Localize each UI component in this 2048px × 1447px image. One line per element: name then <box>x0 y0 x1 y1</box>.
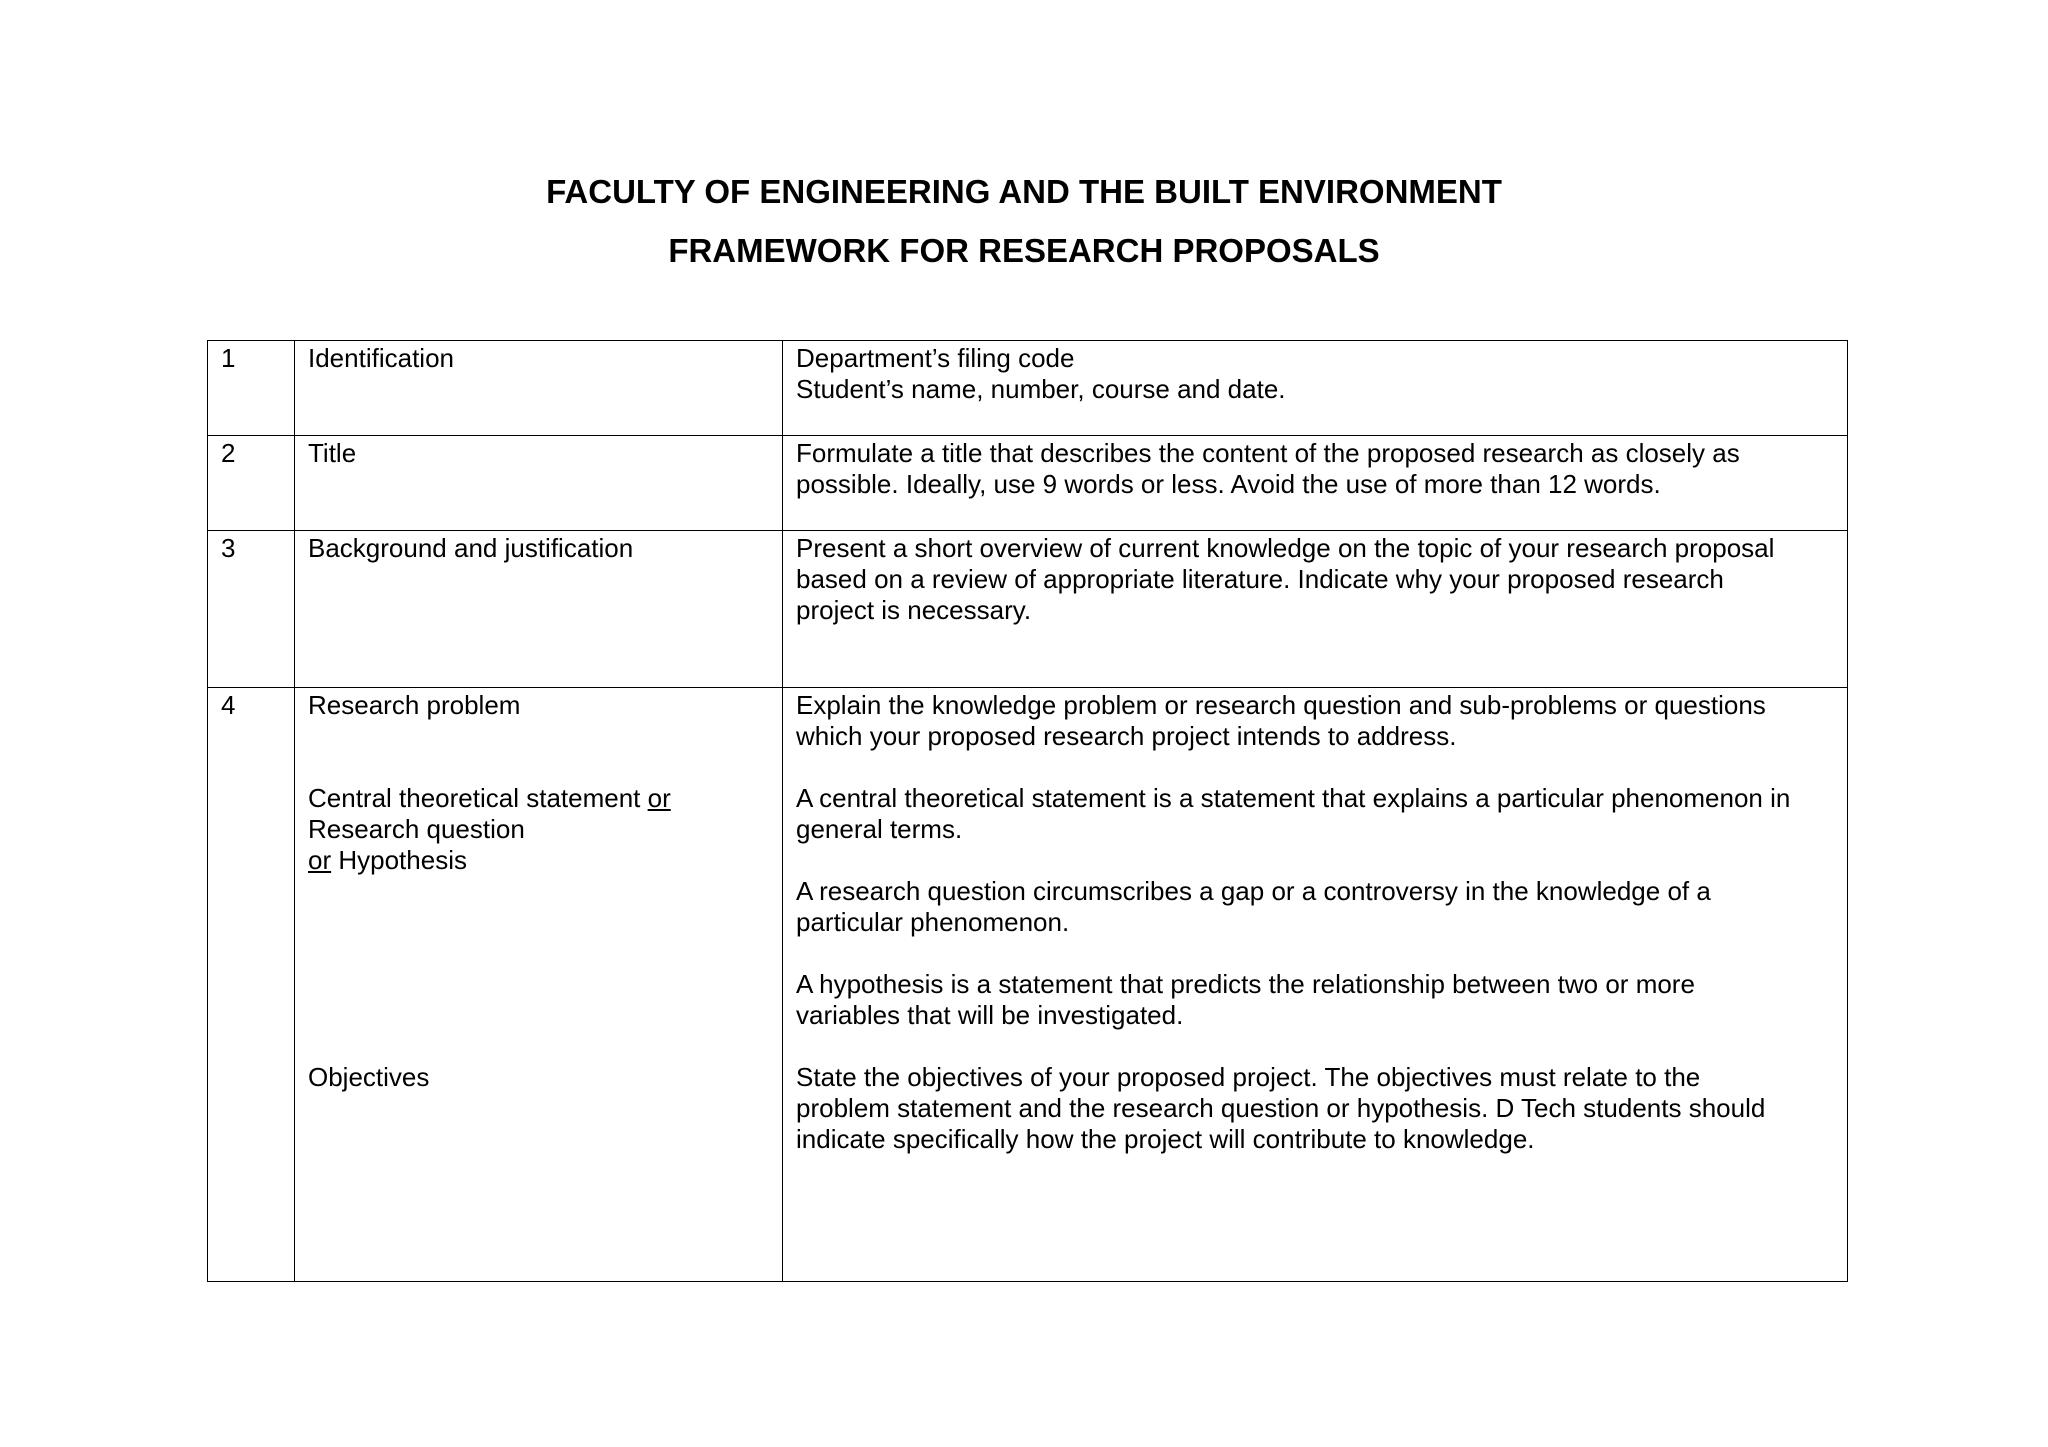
or-underlined: or <box>308 845 332 875</box>
label-spacer <box>308 876 770 1062</box>
description-line: based on a review of appropriate literature. Indicate why your proposed research <box>796 564 1724 594</box>
row-number-cell <box>208 341 295 436</box>
hypothesis-text: Hypothesis <box>331 845 467 875</box>
description-line: State the objectives of your proposed project. The objectives must relate to the <box>796 1062 1701 1092</box>
section-description-cell <box>783 341 1848 436</box>
description-line: possible. Ideally, use 9 words or less. Avoid the use of more than 12 words. <box>796 469 1661 499</box>
description-line: A hypothesis is a statement that predicts the relationship between two or more <box>796 969 1695 999</box>
description-line: variables that will be investigated. <box>796 1000 1184 1030</box>
row-number: 4 <box>221 690 236 720</box>
paragraph-gap <box>796 1031 1835 1062</box>
row-number-cell <box>208 436 295 531</box>
description-line: Explain the knowledge problem or research question and sub-problems or questions <box>796 690 1766 720</box>
description-line: indicate specifically how the project will contribute to knowledge. <box>796 1124 1535 1154</box>
description-line: A research question circumscribes a gap or a controversy in the knowledge of a <box>796 876 1711 906</box>
central-statement-description <box>796 783 1835 845</box>
objectives-label: Objectives <box>308 1062 430 1092</box>
section-label: Identification <box>308 343 454 373</box>
research-problem-description <box>796 690 1835 752</box>
research-problem-label-block <box>308 690 770 721</box>
row-number: 2 <box>221 438 236 468</box>
proposal-framework-table <box>207 340 1848 1282</box>
section-label-cell <box>295 436 783 531</box>
description-line: Present a short overview of current knowledge on the topic of your research proposal <box>796 533 1775 563</box>
table-row <box>208 436 1848 531</box>
objectives-description <box>796 1062 1835 1155</box>
paragraph-gap <box>796 938 1835 969</box>
framework-heading: FRAMEWORK FOR RESEARCH PROPOSALS <box>668 232 1380 269</box>
row-number: 3 <box>221 533 236 563</box>
hypothesis-description <box>796 969 1835 1031</box>
description-line: problem statement and the research question or hypothesis. D Tech students should <box>796 1093 1766 1123</box>
faculty-heading: FACULTY OF ENGINEERING AND THE BUILT ENVIRONMENT <box>546 173 1502 210</box>
description-line: which your proposed research project intends to address. <box>796 721 1457 751</box>
description-line: project is necessary. <box>796 595 1032 625</box>
central-statement-label <box>308 783 770 814</box>
section-label-cell <box>295 531 783 688</box>
section-label-cell <box>295 341 783 436</box>
description-line: particular phenomenon. <box>796 907 1070 937</box>
table-row <box>208 688 1848 1282</box>
row-number-cell <box>208 531 295 688</box>
objectives-label-block <box>308 1062 770 1093</box>
row-number-cell <box>208 688 295 1282</box>
description-line: general terms. <box>796 814 963 844</box>
section-label: Title <box>308 438 357 468</box>
paragraph-gap <box>796 752 1835 783</box>
section-description-cell <box>783 531 1848 688</box>
paragraph-gap <box>796 845 1835 876</box>
section-description-cell <box>783 436 1848 531</box>
or-underlined: or <box>647 783 671 813</box>
section-label: Background and justification <box>308 533 634 563</box>
hypothesis-label <box>308 845 770 876</box>
description-line: Department’s filing code <box>796 343 1075 373</box>
section-label-cell <box>295 688 783 1282</box>
table-row <box>208 341 1848 436</box>
central-statement-label-block <box>308 783 770 876</box>
document-header <box>0 172 2048 271</box>
research-question-label: Research question <box>308 814 525 844</box>
description-line: A central theoretical statement is a statement that explains a particular phenomenon in <box>796 783 1791 813</box>
research-question-description <box>796 876 1835 938</box>
description-line: Student’s name, number, course and date. <box>796 374 1286 404</box>
description-line: Formulate a title that describes the content of the proposed research as closely as <box>796 438 1740 468</box>
table-row <box>208 531 1848 688</box>
section-description-cell <box>783 688 1848 1282</box>
central-statement-text: Central theoretical statement <box>308 783 648 813</box>
row-number: 1 <box>221 343 236 373</box>
research-problem-label: Research problem <box>308 690 521 720</box>
